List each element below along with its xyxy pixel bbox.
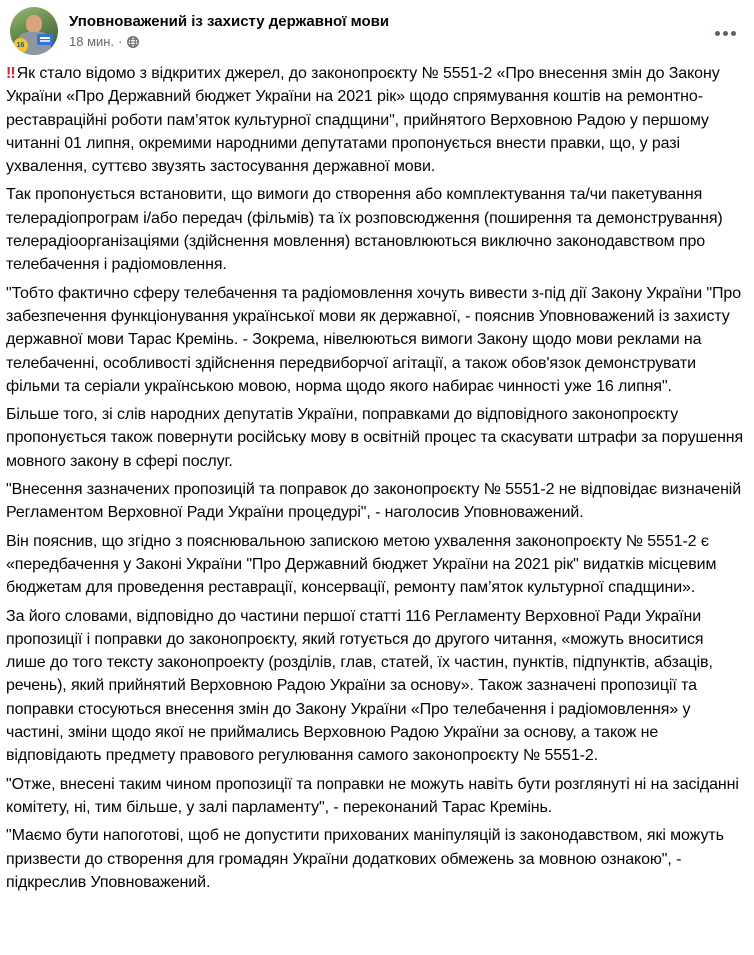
avatar-badge-16: 16 <box>13 38 28 53</box>
post-paragraph: "Маємо бути напоготові, щоб не допустити прихованих маніпуляцій із законодавством, які можуть призвести до створення для громадян України додаткових обмежень за мовною ознакою", - підкреслив Уповноважений. <box>6 827 724 891</box>
post-menu-button[interactable] <box>708 22 742 44</box>
header-text <box>69 13 389 50</box>
avatar-photo-person <box>26 15 42 33</box>
post-paragraph: Так пропонується встановити, що вимоги до створення або комплектування та/чи пакетування телерадіопрограм і/або передач (фільмів) та їх розповсюдження (поширення та демонстрування) телерадіоорганізаціями (здійснення мовлення) встановлюються виключно законодавством про телебачення і радіомовлення. <box>6 186 723 274</box>
page-name-link[interactable]: Уповноважений із захисту державної мови <box>69 12 390 30</box>
globe-icon <box>127 36 139 48</box>
paragraph-text: Як стало відомо з відкритих джерел, до законопроєкту № 5551-2 «Про внесення змін до Закону України «Про Державний бюджет України на 2021 рік» щодо спрямування коштів на ремонтно-реставраційні роботи пам’яток культурної спадщини", прийнятого Верховною Радою у першому читанні 01 липня, окремими народними депутатами пропонується внести правки, що, у разі ухвалення, суттєво звузять застосування державної мови. <box>6 65 720 176</box>
post-paragraph <box>6 62 747 178</box>
post-header <box>0 0 754 57</box>
post-paragraph: "Отже, внесені таким чином пропозиції та поправки не можуть навіть бути розглянуті ні на засіданні комітету, ні, тим більше, у залі парламенту", - переконаний Тарас Кремінь. <box>6 775 739 816</box>
three-dots-icon <box>715 31 736 36</box>
post-meta <box>69 34 389 49</box>
page-avatar[interactable] <box>10 7 58 55</box>
post-timestamp[interactable]: 18 мин. <box>69 34 115 50</box>
post-paragraph: "Тобто фактично сферу телебачення та радіомовлення хочуть вивести з-під дії Закону України "Про забезпечення функціонування української мови як державної, - пояснив Уповноважений із захисту державної мови Тарас Кремінь. - Зокрема, нівелюються вимоги Закону щодо мови реклами на телебаченні, особливості здійснення передвиборчої агітації, а також обов'язок демонструвати фільми та серіали українською мовою, норма щодо якого набирає чинності уже 16 липня". <box>6 284 741 395</box>
post-paragraph: Він пояснив, що згідно з пояснювальною запискою метою ухвалення законопроєкту № 5551-2 є «передбачення у Законі України "Про Державний бюджет України на 2021 рік" видатків місцевим бюджетам для проведення реставрації, консервації, ремонту пам’яток культурної спадщини». <box>6 532 717 597</box>
double-exclamation-emoji: ‼ <box>6 65 15 82</box>
post-paragraph: "Внесення зазначених пропозицій та поправок до законопроєкту № 5551-2 не відповідає визначеній Регламентом Верховної Ради України процедурі", - наголосив Уповноважений. <box>6 481 742 522</box>
post-paragraph: Більше того, зі слів народних депутатів України, поправками до відповідного законопроєкту пропонується також повернути російську мову в освітній процес та скасувати штрафи за порушення мовного закону в сфері послуг. <box>6 406 744 470</box>
meta-separator: · <box>118 34 123 50</box>
post-paragraph: За його словами, відповідно до частини першої статті 116 Регламенту Верховної Ради України пропозиції і поправки до законопроєкту, який готується до другого читання, «можуть вноситися лише до того тексту законопроекту (розділів, глав, статей, їх частин, пунктів, підпунктів, абзаців, речень), який прийнятий Верховною Радою України за основу». Також зазначені пропозиції та поправки стосуються внесення змін до Закону України «Про телебачення і радіомовлення» у частині, зміни щодо якої не приймались Верховною Радою України за основу, а також не відповідають предмету правового регулювання самого законопроєкту № 5551-2. <box>6 607 713 765</box>
avatar-badge-blue <box>37 34 53 45</box>
post-body <box>0 57 754 894</box>
